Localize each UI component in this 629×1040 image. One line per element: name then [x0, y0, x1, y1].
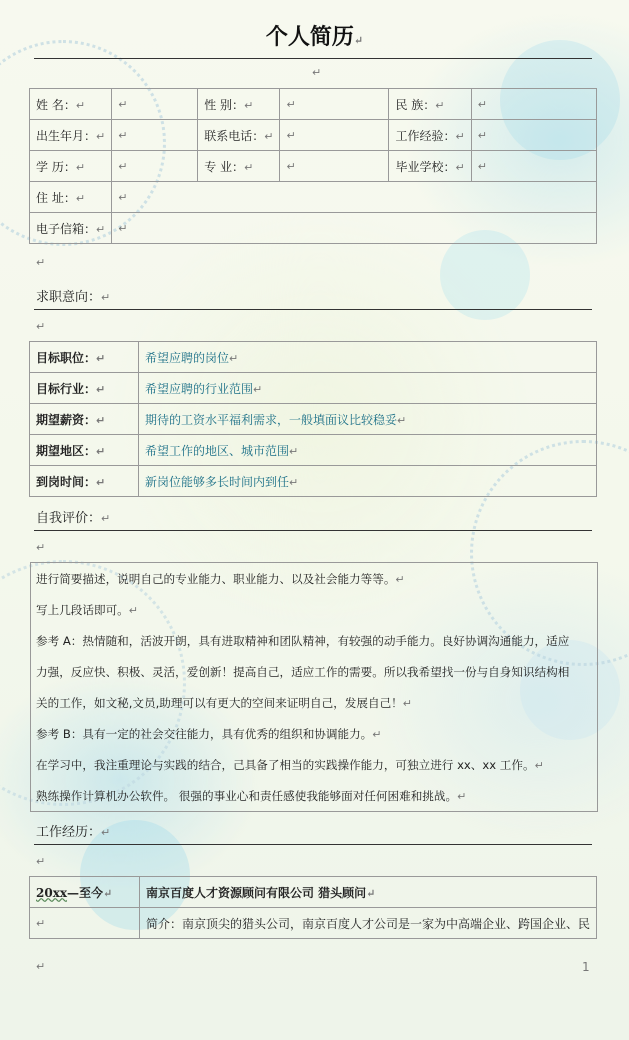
- self-evaluation-line: 参考 A：热情随和，活波开朗，具有进取精神和团队精神，有较强的动手能力。良好协调沟通能力，适应: [36, 634, 570, 648]
- email-value[interactable]: ↵: [112, 213, 597, 244]
- table-row: [30, 908, 597, 939]
- title-divider: [34, 58, 592, 59]
- education-label: 学 历：↵: [30, 151, 112, 182]
- target-position-label: 目标职位：↵: [30, 342, 139, 373]
- paragraph-mark: ↵: [36, 320, 46, 333]
- gender-value[interactable]: ↵: [280, 89, 389, 120]
- work-description[interactable]: 简介：南京顶尖的猎头公司，南京百度人才公司是一家为中高端企业、跨国企业、民: [139, 908, 596, 939]
- self-evaluation-line: 力强，反应快、积极、灵活，爱创新！提高自己，适应工作的需要。所以我希望找一份与自身知识结构相: [36, 665, 570, 679]
- school-value[interactable]: ↵: [471, 151, 596, 182]
- table-row: [30, 373, 597, 404]
- self-evaluation-box[interactable]: [30, 562, 598, 812]
- target-position-value[interactable]: 希望应聘的岗位↵: [139, 342, 597, 373]
- work-experience-table: [29, 876, 597, 939]
- table-row: [30, 342, 597, 373]
- start-time-value[interactable]: 新岗位能够多长时间内到任↵: [139, 466, 597, 497]
- major-label: 专 业：↵: [198, 151, 280, 182]
- self-evaluation-heading: 自我评价：↵: [36, 511, 111, 526]
- expected-region-value[interactable]: 希望工作的地区、城市范围↵: [139, 435, 597, 466]
- expected-salary-label: 期望薪资：↵: [30, 404, 139, 435]
- experience-value[interactable]: ↵: [471, 120, 596, 151]
- page-title: 个人简历↵: [265, 24, 364, 50]
- target-industry-value[interactable]: 希望应聘的行业范围↵: [139, 373, 597, 404]
- birth-label: 出生年月：↵: [30, 120, 112, 151]
- work-period[interactable]: 20xx—至今↵: [30, 877, 140, 908]
- birth-value[interactable]: ↵: [112, 120, 198, 151]
- job-intent-divider: [34, 309, 592, 310]
- email-label: 电子信箱：↵: [30, 213, 112, 244]
- target-industry-label: 目标行业：↵: [30, 373, 139, 404]
- gender-label: 性 别：↵: [198, 89, 280, 120]
- school-label: 毕业学校：↵: [389, 151, 471, 182]
- table-row: [30, 877, 597, 908]
- self-evaluation-divider: [34, 530, 592, 531]
- expected-salary-value[interactable]: 期待的工资水平福利需求，一般填面议比较稳妥↵: [139, 404, 597, 435]
- name-value[interactable]: ↵: [112, 89, 198, 120]
- self-evaluation-line: 关的工作，如文秘,文员,助理可以有更大的空间来证明自己，发展自己！↵: [36, 696, 412, 710]
- address-label: 住 址：↵: [30, 182, 112, 213]
- work-period-empty[interactable]: ↵: [30, 908, 140, 939]
- major-value[interactable]: ↵: [280, 151, 389, 182]
- table-row: [30, 466, 597, 497]
- job-intent-heading: 求职意向：↵: [36, 290, 111, 305]
- basic-info-table: [29, 88, 597, 244]
- table-row: [30, 435, 597, 466]
- self-evaluation-line: 在学习中，我注重理论与实践的结合，己具备了相当的实践操作能力，可独立进行 xx、xx 工作。↵: [36, 758, 544, 772]
- page-number: 1: [582, 960, 590, 974]
- paragraph-mark: ↵: [36, 541, 46, 554]
- paragraph-mark: ↵: [36, 960, 46, 973]
- ethnicity-value[interactable]: ↵: [471, 89, 596, 120]
- phone-label: 联系电话：↵: [198, 120, 280, 151]
- self-evaluation-line: 写上几段话即可。↵: [36, 603, 138, 617]
- work-experience-heading: 工作经历：↵: [36, 825, 111, 840]
- ethnicity-label: 民 族：↵: [389, 89, 471, 120]
- self-evaluation-line: 参考 B：具有一定的社会交往能力，具有优秀的组织和协调能力。↵: [36, 727, 382, 741]
- paragraph-mark: ↵: [312, 66, 322, 79]
- job-intent-table: [29, 341, 597, 497]
- expected-region-label: 期望地区：↵: [30, 435, 139, 466]
- work-company[interactable]: 南京百度人才资源顾问有限公司 猎头顾问↵: [139, 877, 596, 908]
- table-row: [30, 404, 597, 435]
- self-evaluation-line: 熟练操作计算机办公软件。 很强的事业心和责任感使我能够面对任何困难和挑战。↵: [36, 789, 467, 803]
- self-evaluation-line: 进行简要描述，说明自己的专业能力、职业能力、以及社会能力等等。↵: [36, 572, 405, 586]
- address-value[interactable]: ↵: [112, 182, 597, 213]
- paragraph-mark: ↵: [36, 855, 46, 868]
- phone-value[interactable]: ↵: [280, 120, 389, 151]
- work-experience-divider: [34, 844, 592, 845]
- paragraph-mark: ↵: [36, 256, 46, 269]
- name-label: 姓 名：↵: [30, 89, 112, 120]
- education-value[interactable]: ↵: [112, 151, 198, 182]
- start-time-label: 到岗时间：↵: [30, 466, 139, 497]
- experience-label: 工作经验：↵: [389, 120, 471, 151]
